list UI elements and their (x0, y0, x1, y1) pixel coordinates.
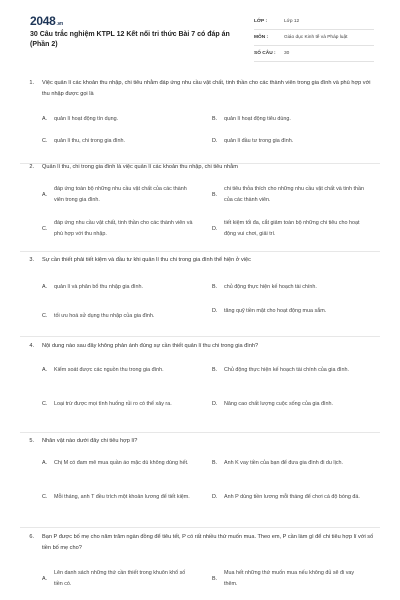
option-letter: A. (42, 191, 48, 198)
option-letter: D. (212, 401, 218, 407)
option-text: Mỗi tháng, anh T đều trích một khoản lương để tiết kiệm. (54, 494, 190, 500)
question-number: 3. (29, 257, 34, 263)
option-text: Anh K vay tiền của bạn để đưa gia đình đi du lịch. (224, 460, 343, 466)
option-text: tối ưu hoá sử dụng thu nhập của gia đình. (54, 313, 155, 319)
option-text: tiết kiệm tối đa, cắt giảm toàn bộ những chi tiêu cho hoạt động vui chơi, giải trí. (224, 220, 360, 237)
option-text: quản lí đầu tư trong gia đình. (224, 138, 294, 144)
option-text: Loại trừ được mọi tình huống rủi ro có thể xảy ra. (54, 401, 172, 407)
option-text: Chủ động thực hiện kế hoạch tài chính của gia đình. (224, 367, 349, 373)
document-title: 30 Câu trắc nghiệm KTPL 12 Kết nối tri thức Bài 7 có đáp án (Phần 2) (30, 31, 230, 48)
option-letter: A. (42, 575, 48, 582)
option-c[interactable] (42, 492, 194, 503)
option-text: quản lí hoạt động tín dụng. (54, 116, 119, 122)
option-b[interactable] (212, 568, 364, 590)
option-text: Chị M có đam mê mua quần áo mặc dù không dùng hết. (54, 460, 189, 466)
option-text: Lên danh sách những thứ cần thiết trong khuôn khổ số tiền có. (54, 570, 186, 587)
option-letter: C. (42, 313, 48, 319)
question-text: Sự cần thiết phải tiết kiệm và đầu tư khi quản lí thu chi trong gia đình thể hiện ở việc (42, 257, 251, 263)
option-text: Mua hết những thứ muốn mua nếu không đủ sẽ đi vay thêm. (224, 570, 355, 587)
option-a[interactable] (42, 568, 194, 590)
meta-value: Lớp 12 (284, 19, 300, 24)
option-letter: D. (212, 494, 218, 500)
question-text: Bạn P được bố mẹ cho năm trăm ngàn đồng để tiêu tết, P có rất nhiều thứ muốn mua. Theo em, P cần làm gì để chi tiêu hợp lí với số tiền bố mẹ cho? (42, 534, 374, 551)
option-a[interactable] (42, 458, 194, 469)
option-text: Nâng cao chất lượng cuộc sống của gia đình. (224, 401, 334, 407)
logo-text: 2048 (30, 14, 56, 28)
meta-label: MÔN : (254, 35, 269, 40)
option-c[interactable] (42, 311, 194, 322)
question-5 (20, 436, 380, 528)
option-text: đáp ứng nhu cầu vật chất, tinh thần cho các thành viên và phù hợp với thu nhập. (54, 220, 193, 237)
option-letter: A. (42, 367, 48, 373)
meta-label: SỐ CÂU : (254, 51, 276, 56)
meta-label: LỚP : (254, 19, 268, 24)
question-2 (20, 162, 380, 252)
option-a[interactable] (42, 114, 194, 125)
option-b[interactable] (212, 184, 364, 206)
option-text: Anh P dùng tiền lương mỗi tháng để chơi cá độ bóng đá. (224, 494, 360, 500)
question-text: Nhân vật nào dưới đây chi tiêu hợp lí? (42, 438, 138, 444)
option-d[interactable] (212, 492, 364, 503)
question-text: Việc quản lí các khoản thu nhập, chi tiêu nhằm đáp ứng nhu cầu vật chất, tinh thần cho các thành viên trong gia đình và phù hợp với thu nhập được gọi là (42, 80, 371, 97)
option-text: quản lí và phân bổ thu nhập gia đình. (54, 284, 144, 290)
option-text: chi tiêu thỏa thích cho những nhu cầu vật chất và tinh thần của các thành viên. (224, 186, 364, 203)
question-number: 4. (29, 343, 34, 349)
option-letter: B. (212, 116, 218, 122)
option-letter: D. (212, 225, 218, 232)
option-letter: A. (42, 116, 48, 122)
option-letter: B. (212, 460, 218, 466)
option-letter: B. (212, 284, 218, 290)
question-1 (20, 78, 380, 164)
question-text: Nội dung nào sau đây không phản ánh đúng sự cần thiết quản lí thu chi trong gia đình? (42, 343, 259, 349)
option-b[interactable] (212, 114, 364, 125)
option-text: Kiểm soát được các nguồn thu trong gia đình. (54, 367, 164, 373)
option-text: tăng quỹ tiền mặt cho hoạt động mua sắm. (224, 308, 327, 314)
question-number: 5. (29, 438, 34, 444)
question-number: 1. (29, 80, 34, 86)
option-a[interactable] (42, 365, 194, 376)
option-c[interactable] (42, 218, 194, 240)
option-d[interactable] (212, 218, 364, 240)
option-b[interactable] (212, 282, 364, 293)
logo-suffix: .vn (56, 21, 63, 27)
option-letter: B. (212, 191, 218, 198)
question-number: 6. (29, 534, 34, 540)
option-letter: C. (42, 401, 48, 407)
option-d[interactable] (212, 399, 364, 410)
question-4 (20, 341, 380, 433)
question-number: 2. (29, 164, 34, 170)
option-a[interactable] (42, 184, 194, 206)
option-letter: A. (42, 284, 48, 290)
option-letter: A. (42, 460, 48, 466)
option-a[interactable] (42, 282, 194, 293)
option-c[interactable] (42, 399, 194, 410)
question-3 (20, 255, 380, 337)
option-letter: B. (212, 367, 218, 373)
option-d[interactable] (212, 136, 364, 147)
option-letter: B. (212, 575, 218, 582)
question-text: Quản lí thu, chi trong gia đình là việc quản lí các khoản thu nhập, chi tiêu nhằm (42, 164, 238, 170)
option-letter: C. (42, 494, 48, 500)
question-6 (20, 532, 380, 600)
option-letter: C. (42, 138, 48, 144)
option-text: đáp ứng toàn bộ những nhu cầu vật chất của các thành viên trong gia đình. (54, 186, 187, 203)
meta-value: Giáo dục Kinh tế và Pháp luật (284, 35, 348, 40)
option-letter: C. (42, 225, 48, 232)
option-letter: D. (212, 138, 218, 144)
option-c[interactable] (42, 136, 194, 147)
option-letter: D. (212, 308, 218, 314)
option-b[interactable] (212, 458, 364, 469)
option-text: chủ động thực hiện kế hoạch tài chính. (224, 284, 317, 290)
option-d[interactable] (212, 306, 364, 317)
option-text: quản lí thu, chi trong gia đình. (54, 138, 126, 144)
option-text: quản lí hoạt động tiêu dùng. (224, 116, 291, 122)
option-b[interactable] (212, 365, 364, 376)
meta-value: 30 (284, 51, 290, 56)
